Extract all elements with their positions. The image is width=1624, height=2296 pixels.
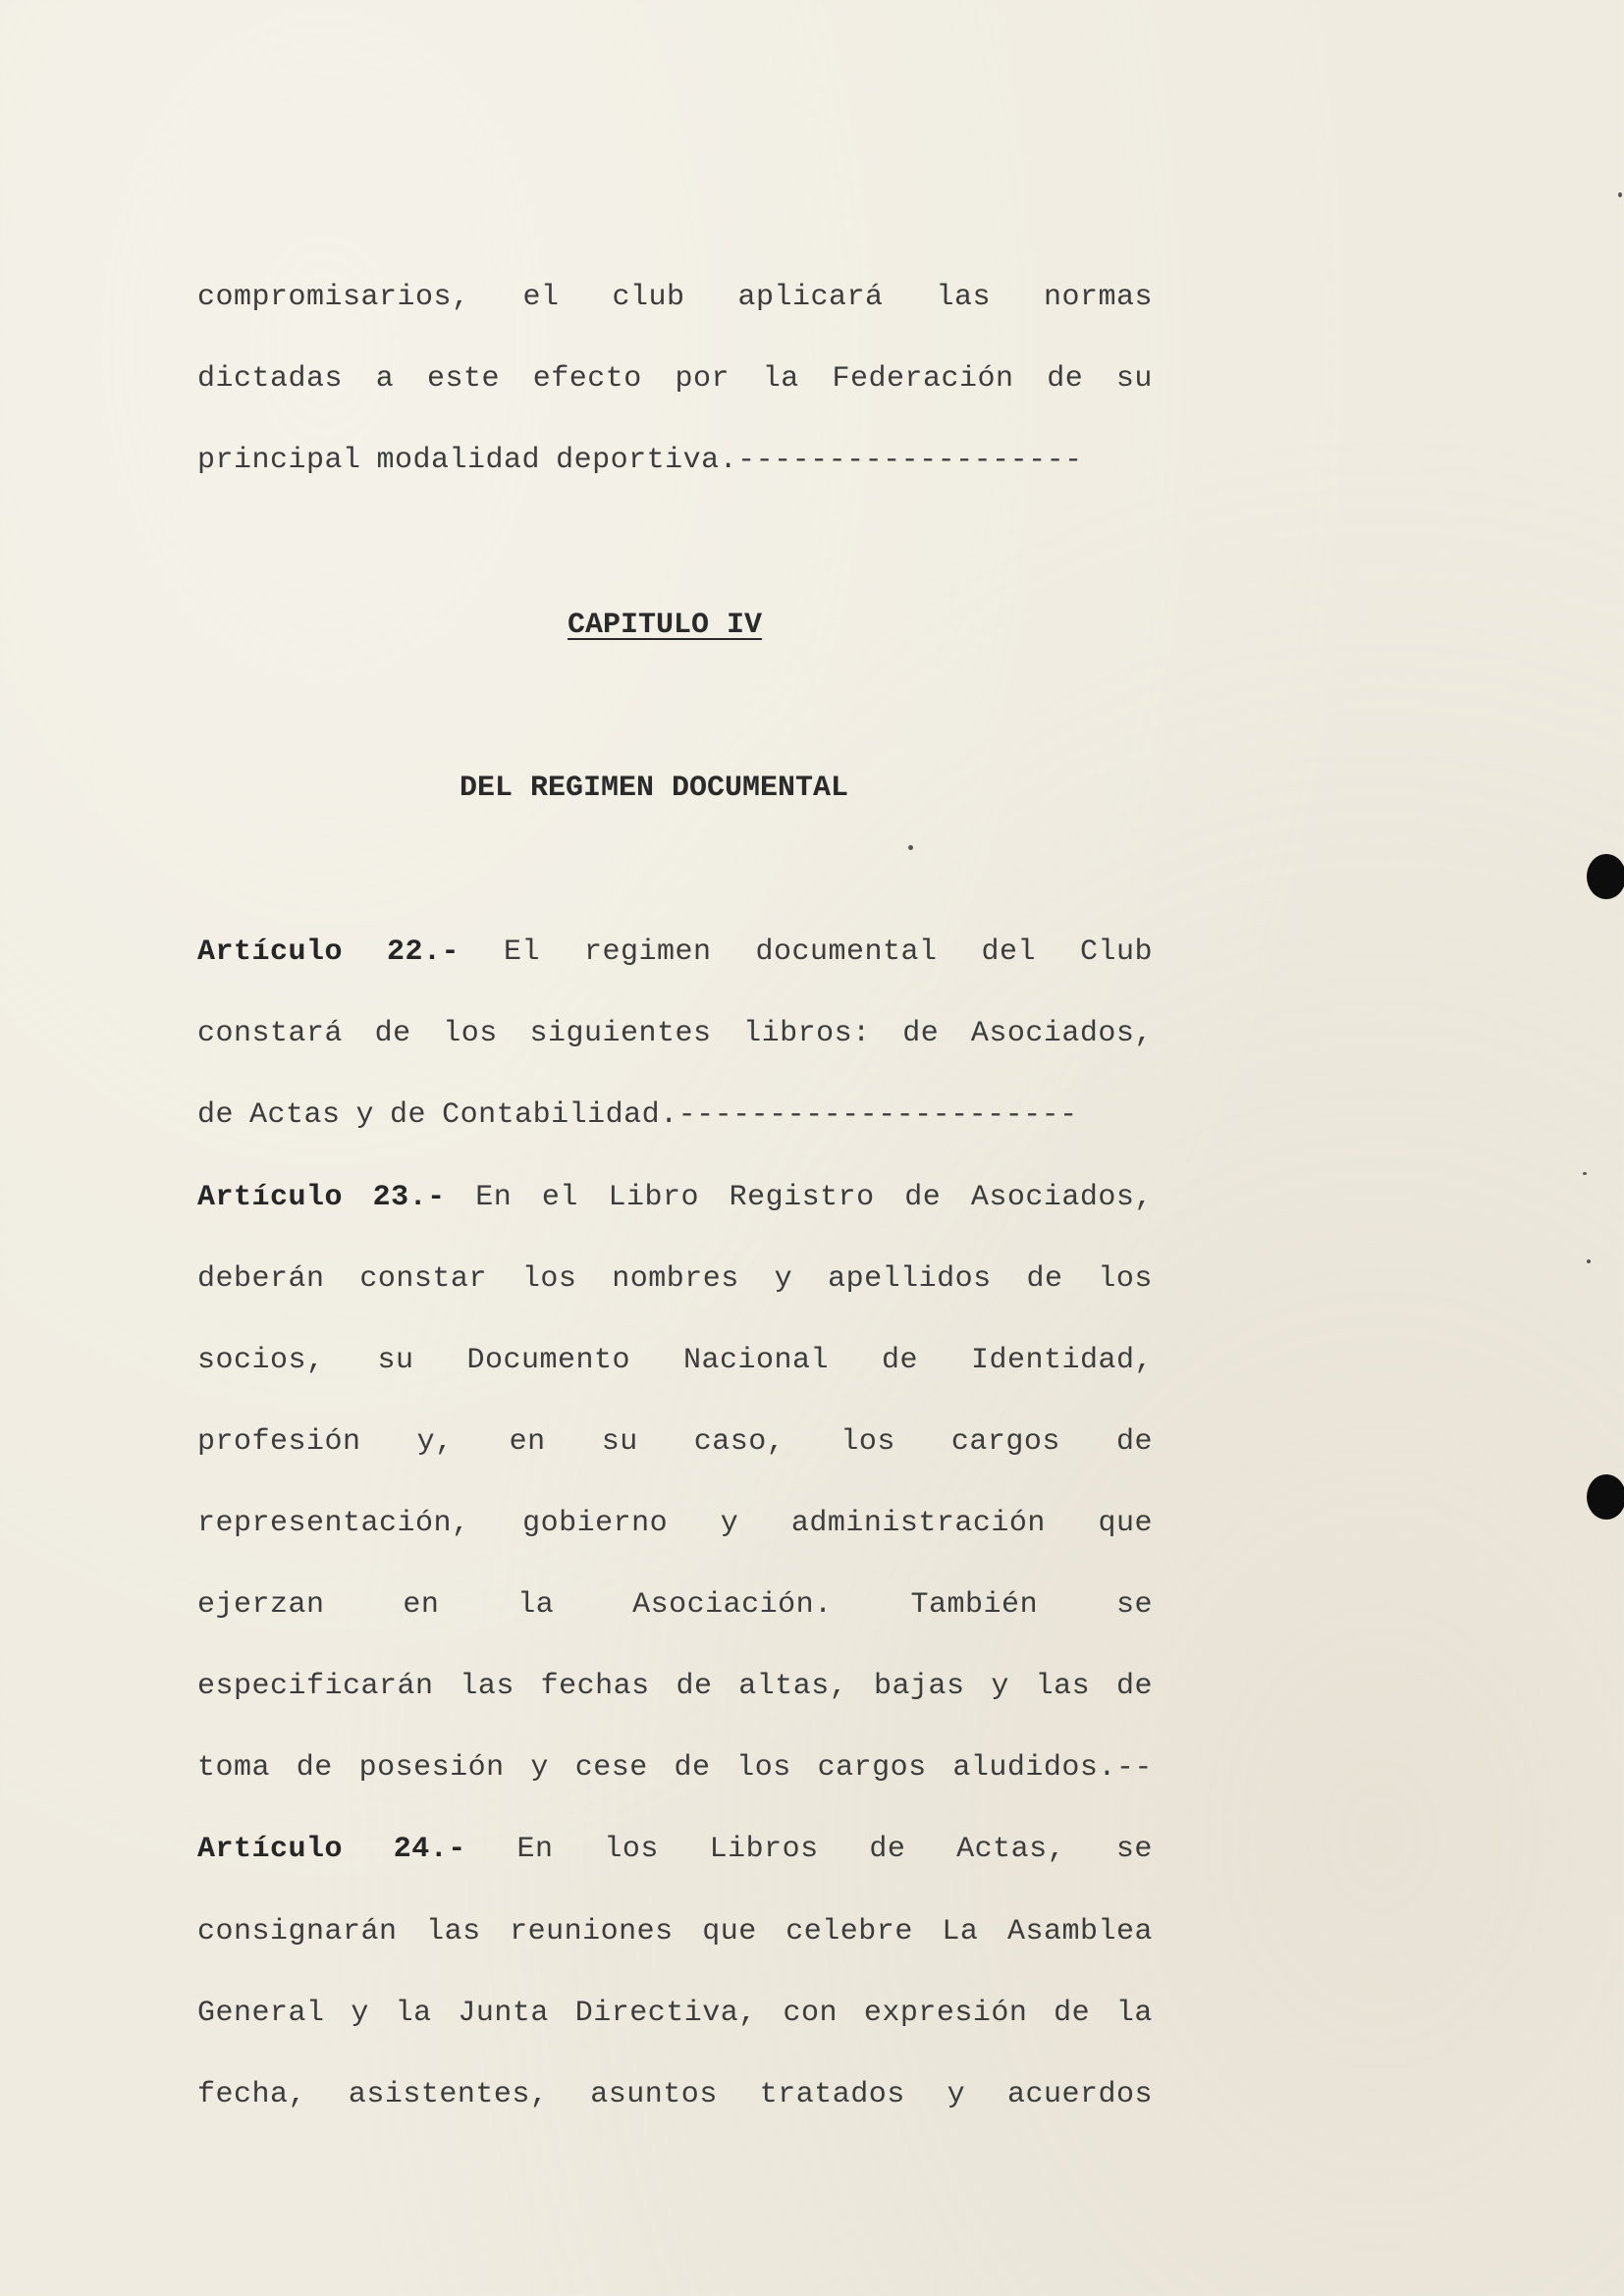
word: Club	[1079, 935, 1153, 969]
word: celebre	[785, 1915, 913, 1949]
word: normas	[1043, 281, 1153, 314]
word: La	[942, 1915, 979, 1949]
word: En	[475, 1181, 513, 1214]
word: el	[522, 281, 560, 314]
ink-speck	[1618, 192, 1622, 197]
word: la	[517, 1588, 555, 1622]
word: que	[1098, 1507, 1153, 1540]
word: de	[904, 1181, 942, 1214]
word: de	[1054, 1997, 1091, 2030]
punch-hole	[1587, 1474, 1624, 1520]
word: representación,	[197, 1507, 470, 1540]
word: socios,	[197, 1344, 325, 1377]
word: ejerzan	[197, 1588, 325, 1622]
word: de	[1047, 362, 1084, 396]
word: de	[1115, 1425, 1153, 1459]
word: Actas	[249, 1098, 341, 1132]
word: acuerdos	[1006, 2078, 1153, 2111]
text-line	[197, 1176, 1153, 1219]
word: las	[1035, 1670, 1091, 1703]
word: del	[981, 935, 1036, 969]
text-line	[197, 1257, 1153, 1301]
word: la	[395, 1997, 432, 2030]
word: Directiva,	[574, 1997, 757, 2030]
word: las	[460, 1670, 514, 1703]
text-line	[197, 1910, 1153, 1953]
word: documental	[755, 935, 938, 969]
word: Actas,	[956, 1833, 1066, 1866]
word: expresión	[863, 1997, 1028, 2030]
word: administración	[790, 1507, 1046, 1540]
text-line	[197, 931, 1153, 974]
word: fecha,	[197, 2078, 307, 2111]
word: nombres	[612, 1262, 739, 1296]
text-line	[197, 1746, 1153, 1789]
word: y	[720, 1507, 739, 1540]
word: club	[612, 281, 685, 314]
word: Libro	[608, 1181, 700, 1214]
word: regimen	[583, 935, 712, 969]
word: y	[774, 1262, 793, 1296]
word: constar	[359, 1262, 487, 1296]
word: que	[702, 1915, 757, 1949]
article-label: Artículo	[197, 1181, 344, 1214]
word: y	[351, 1997, 369, 2030]
word: de	[197, 1098, 235, 1132]
text-line	[197, 1012, 1153, 1055]
word: Registro	[729, 1181, 875, 1214]
word: 23.-	[372, 1181, 446, 1214]
word: de	[1026, 1262, 1063, 1296]
word: su	[377, 1344, 414, 1377]
word: la	[1115, 1997, 1153, 2030]
article-label: Artículo	[197, 935, 344, 969]
word: Identidad,	[970, 1344, 1153, 1377]
word: gobierno	[522, 1507, 669, 1540]
word: apellidos	[828, 1262, 992, 1296]
word: los	[1098, 1262, 1153, 1296]
word: deportiva.-------------------	[556, 444, 1083, 477]
word: de	[881, 1344, 918, 1377]
word: Federación	[832, 362, 1014, 396]
word: de	[902, 1017, 940, 1050]
word: asistentes,	[348, 2078, 549, 2111]
word: fechas	[540, 1670, 650, 1703]
word: de	[869, 1833, 906, 1866]
text-line	[197, 1992, 1153, 2035]
word: caso,	[693, 1425, 785, 1459]
text-line	[197, 357, 1153, 400]
word: tratados	[759, 2078, 905, 2111]
word: la	[762, 362, 799, 396]
chapter-heading: CAPITULO IV	[568, 609, 763, 642]
word: el	[541, 1181, 578, 1214]
word: El	[503, 935, 540, 969]
word: aplicará	[737, 281, 884, 314]
word: cese	[574, 1751, 648, 1785]
word: consignarán	[197, 1915, 398, 1949]
word: y	[947, 2078, 966, 2111]
text-line	[197, 1094, 1153, 1137]
text-line	[197, 1665, 1153, 1708]
word: de	[296, 1751, 333, 1785]
word: de	[374, 1017, 411, 1050]
ink-speck	[908, 845, 913, 850]
word: dictadas	[197, 362, 344, 396]
word: se	[1115, 1588, 1153, 1622]
word: y,	[416, 1425, 454, 1459]
text-line	[197, 2073, 1153, 2116]
word: su	[1115, 362, 1153, 396]
word: Contabilidad.----------------------	[442, 1098, 1078, 1132]
word: asuntos	[590, 2078, 718, 2111]
word: Asociados,	[970, 1181, 1153, 1214]
word: las	[936, 281, 991, 314]
word: Documento	[466, 1344, 631, 1377]
text-line	[197, 276, 1153, 319]
word: En	[516, 1833, 554, 1866]
word: reuniones	[510, 1915, 674, 1949]
text-line	[197, 1828, 1153, 1871]
word: posesión	[358, 1751, 505, 1785]
word: cargos	[817, 1751, 927, 1785]
punch-hole	[1587, 854, 1624, 899]
article-label: Artículo	[197, 1833, 344, 1866]
word: en	[509, 1425, 546, 1459]
word: cargos	[950, 1425, 1060, 1459]
word: su	[601, 1425, 638, 1459]
word: 24.-	[393, 1833, 466, 1866]
word: se	[1115, 1833, 1153, 1866]
word: los	[840, 1425, 895, 1459]
ink-speck	[1587, 1259, 1591, 1263]
text-line	[197, 1339, 1153, 1382]
word: bajas	[874, 1670, 965, 1703]
word: en	[403, 1588, 440, 1622]
word: Junta	[458, 1997, 549, 2030]
word: efecto	[532, 362, 642, 396]
word: los	[604, 1833, 659, 1866]
word: Nacional	[682, 1344, 830, 1377]
text-line	[197, 1583, 1153, 1627]
word: constará	[197, 1017, 344, 1050]
word: principal	[197, 444, 361, 477]
word: a	[375, 362, 395, 396]
word: y	[991, 1670, 1009, 1703]
word: deberán	[197, 1262, 325, 1296]
word: altas,	[738, 1670, 848, 1703]
text-line	[197, 1502, 1153, 1545]
word: También	[910, 1588, 1039, 1622]
word: con	[783, 1997, 839, 2030]
word: profesión	[197, 1425, 361, 1459]
word: los	[736, 1751, 791, 1785]
word: los	[443, 1017, 498, 1050]
word: los	[521, 1262, 577, 1296]
word: este	[426, 362, 500, 396]
word: Asociación.	[632, 1588, 833, 1622]
word: Libros	[709, 1833, 819, 1866]
section-heading: DEL REGIMEN DOCUMENTAL	[460, 772, 849, 805]
word: las	[426, 1915, 481, 1949]
text-line	[197, 1420, 1153, 1464]
word: por	[675, 362, 730, 396]
word: de	[390, 1098, 427, 1132]
word: y	[530, 1751, 549, 1785]
word: Asamblea	[1006, 1915, 1153, 1949]
word: de	[674, 1751, 711, 1785]
word: de	[676, 1670, 713, 1703]
word: siguientes	[529, 1017, 712, 1050]
text-line	[197, 439, 1153, 482]
word: compromisarios,	[197, 281, 470, 314]
word: y	[355, 1098, 375, 1132]
word: toma	[197, 1751, 271, 1785]
word: 22.-	[387, 935, 460, 969]
word: modalidad	[376, 444, 541, 477]
word: Asociados,	[970, 1017, 1153, 1050]
word: especificarán	[197, 1670, 434, 1703]
word: General	[197, 1997, 325, 2030]
word: aludidos.--	[952, 1751, 1153, 1785]
ink-speck	[1583, 1172, 1587, 1175]
word: de	[1115, 1670, 1153, 1703]
word: libros:	[743, 1017, 871, 1050]
